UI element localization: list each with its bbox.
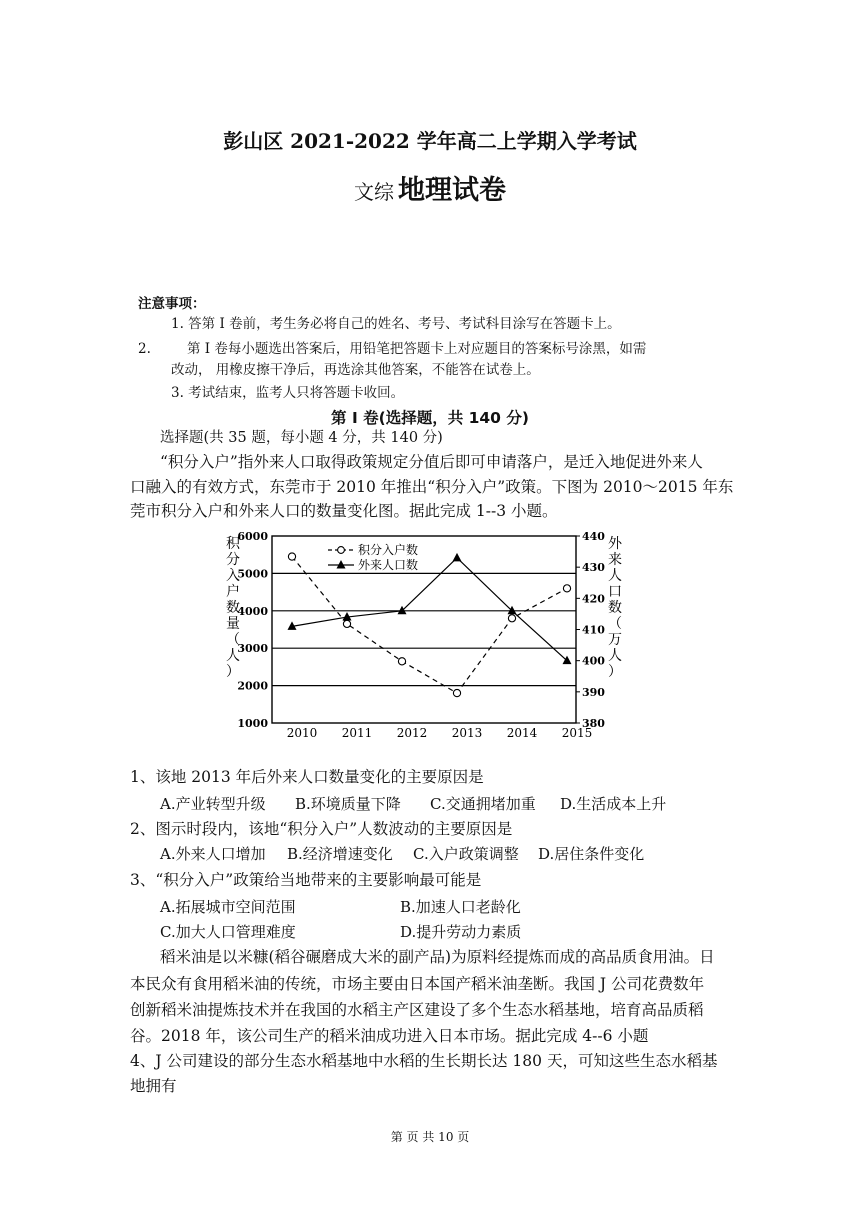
- series-point-circle: [343, 620, 350, 627]
- x-tick-label: 2012: [396, 726, 428, 740]
- y-tick-label-right: 440: [582, 530, 605, 543]
- y-tick-label-left: 3000: [237, 642, 268, 656]
- plot-frame: [272, 536, 576, 723]
- page-footer: 第 页 共 10 页: [390, 1130, 470, 1144]
- x-tick-label: 2011: [341, 726, 373, 740]
- y-tick-label-left: 4000: [237, 604, 268, 618]
- y-tick-label-right: 390: [582, 685, 605, 699]
- passage2-line4: 谷。2018 年，该公司生产的稻米油成功进入日本市场。据此完成 4--6 小题: [130, 1027, 649, 1045]
- note-2-number: 2.: [138, 341, 151, 357]
- y-tick-label-left: 6000: [237, 530, 268, 543]
- series-line-points: [292, 557, 567, 694]
- note-2-line2: 改动， 用橡皮擦干净后，再选涂其他答案，不能答在试卷上。: [171, 362, 540, 378]
- q1-option-a: A.产业转型升级: [160, 795, 266, 813]
- q3-option-c: C.加大人口管理难度: [160, 923, 296, 941]
- y-tick-label-right: 430: [582, 561, 605, 575]
- population-chart: [220, 522, 620, 747]
- section-heading: 第 Ⅰ 卷(选择题，共 140 分): [331, 409, 529, 427]
- note-1: 1. 答第 Ⅰ 卷前，考生务必将自己的姓名、考号、考试科目涂写在答题卡上。: [171, 316, 621, 332]
- passage1-line2: 口融入的有效方式，东莞市于 2010 年推出“积分入户”政策。下图为 2010～2015 年东: [130, 478, 734, 496]
- q2-option-a: A.外来人口增加: [160, 845, 266, 863]
- question-2-stem: 2、图示时段内，该地“积分入户”人数波动的主要原因是: [130, 820, 513, 838]
- note-2-line1: 第 Ⅰ 卷每小题选出答案后，用铅笔把答题卡上对应题目的答案标号涂黑，如需: [187, 341, 647, 357]
- question-1-stem: 1、该地 2013 年后外来人口数量变化的主要原因是: [130, 768, 484, 786]
- q2-option-d: D.居住条件变化: [538, 845, 645, 863]
- x-tick-label: 2013: [451, 726, 483, 740]
- y-tick-label-right: 410: [582, 623, 605, 637]
- series-point-circle: [508, 615, 515, 622]
- series-point-circle: [453, 689, 460, 696]
- passage1-line1: “积分入户”指外来人口取得政策规定分值后即可申请落户，是迁入地促进外来人: [160, 453, 703, 471]
- section-subheading: 选择题(共 35 题，每小题 4 分，共 140 分): [160, 430, 443, 446]
- y-axis-title-right: 外来人口数（万人）: [608, 536, 622, 680]
- note-3: 3. 考试结束，监考人只将答题卡收回。: [171, 385, 405, 401]
- series-point-triangle: [563, 656, 572, 665]
- y-tick-label-left: 1000: [237, 717, 268, 730]
- y-axis-title-left: 积分入户数量（人）: [226, 536, 240, 680]
- series-point-circle: [563, 585, 570, 592]
- exam-subtitle: [0, 168, 860, 207]
- legend-label-points: 积分入户数: [358, 543, 419, 557]
- question-4-stem-line1: 4、J 公司建设的部分生态水稻基地中水稻的生长期长达 180 天，可知这些生态水稻基: [130, 1052, 718, 1070]
- series-point-circle: [398, 658, 405, 665]
- legend-marker-triangle: [337, 560, 346, 569]
- series-point-triangle: [453, 553, 462, 562]
- q3-option-a: A.拓展城市空间范围: [160, 898, 296, 916]
- q3-option-b: B.加速人口老龄化: [400, 898, 521, 916]
- x-tick-label: 2010: [286, 726, 318, 740]
- y-tick-label-left: 2000: [237, 679, 268, 693]
- series-point-circle: [288, 553, 295, 560]
- notes-heading: 注意事项：: [138, 296, 206, 312]
- x-tick-label: 2014: [506, 726, 538, 740]
- subject-prefix: 文综: [354, 180, 394, 204]
- question-3-stem: 3、“积分入户”政策给当地带来的主要影响最可能是: [130, 871, 482, 889]
- y-tick-label-left: 5000: [237, 567, 268, 581]
- q2-option-b: B.经济增速变化: [287, 845, 393, 863]
- x-tick-label: 2015: [561, 726, 593, 740]
- q1-option-b: B.环境质量下降: [295, 795, 401, 813]
- y-tick-label-right: 400: [582, 654, 605, 668]
- passage2-line2: 本民众有食用稻米油的传统，市场主要由日本国产稻米油垄断。我国 J 公司花费数年: [130, 975, 705, 993]
- passage2-line1: 稻米油是以米糠(稻谷碾磨成大米的副产品)为原料经提炼而成的高品质食用油。日: [160, 948, 715, 966]
- legend-label-population: 外来人口数: [358, 558, 419, 572]
- legend-marker-circle: [338, 547, 345, 554]
- passage1-line3: 莞市积分入户和外来人口的数量变化图。据此完成 1--3 小题。: [130, 502, 558, 520]
- y-tick-label-right: 420: [582, 592, 605, 606]
- q2-option-c: C.入户政策调整: [413, 845, 519, 863]
- question-4-stem-line2: 地拥有: [130, 1077, 177, 1095]
- y-tick-label-right: 380: [582, 717, 605, 730]
- q3-option-d: D.提升劳动力素质: [400, 923, 522, 941]
- q1-option-c: C.交通拥堵加重: [430, 795, 536, 813]
- exam-title: 彭山区 2021-2022 学年高二上学期入学考试: [223, 129, 637, 153]
- passage2-line3: 创新稻米油提炼技术并在我国的水稻主产区建设了多个生态水稻基地，培育高品质稻: [130, 1001, 704, 1019]
- q1-option-d: D.生活成本上升: [560, 795, 667, 813]
- subject-title: 地理试卷: [398, 175, 506, 206]
